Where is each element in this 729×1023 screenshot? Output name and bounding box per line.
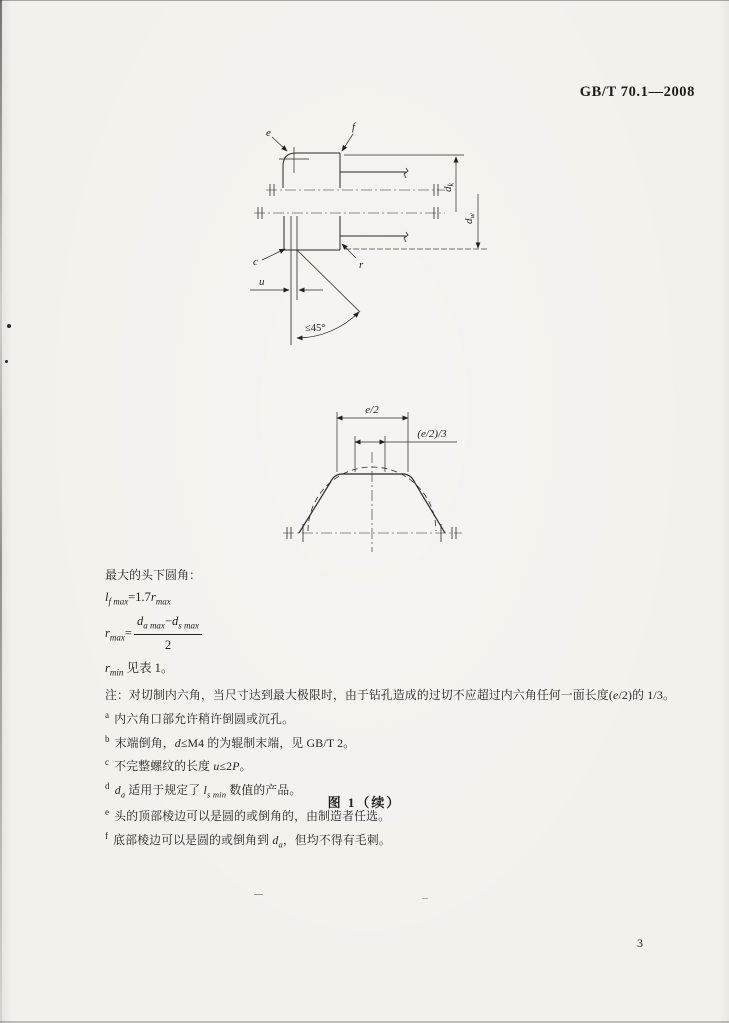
scan-edge-top xyxy=(0,0,729,1)
chamfer-45-line xyxy=(297,250,360,312)
label-dk xyxy=(442,183,456,193)
footnote-letter: b xyxy=(105,733,110,744)
figure-caption: 图 1（续） xyxy=(327,795,402,810)
footnote-text: 底部棱边可以是圆的或倒角到 $d_a$，但均不得有毛刺。 xyxy=(113,832,391,850)
formula-rmin xyxy=(105,659,650,680)
footnote-letter: d xyxy=(105,781,110,792)
note-label: 注： xyxy=(105,688,129,703)
head-top-edge xyxy=(283,153,340,166)
formula-var: r xyxy=(105,625,110,640)
footnote-text: 不完整螺纹的长度 u≤2P。 xyxy=(114,759,252,774)
footnote-text: $d_a$ 适用于规定了 $l_{s min}$ 数值的产品。 xyxy=(114,783,302,800)
footnote-text: 头的顶部棱边可以是圆的或倒角的，由制造者任选。 xyxy=(114,809,391,824)
edge-e-leader xyxy=(272,137,287,151)
formula-var: d xyxy=(136,614,144,629)
scan-speck xyxy=(7,324,11,328)
label-e23: (e/2)/3 xyxy=(417,428,447,440)
formula-var: r xyxy=(150,589,156,604)
footnote-b xyxy=(105,733,650,752)
formula-sub: a max xyxy=(143,620,165,631)
label-r: r xyxy=(359,259,364,271)
footnote-text: 末端倒角，d≤M4 的为辊制末端，见 GB/T 2。 xyxy=(114,735,356,750)
dw-sub: w xyxy=(467,213,477,219)
footnote-letter: e xyxy=(105,807,110,818)
socket-overcut-drawing xyxy=(270,395,480,560)
formula-lf xyxy=(105,588,650,609)
footnote-letter: a xyxy=(105,710,110,721)
footnote-letter: c xyxy=(105,757,110,768)
formula-sub: min xyxy=(109,667,124,678)
fillet-r-leader xyxy=(342,244,356,258)
formula-var: r xyxy=(105,660,110,675)
formula-sub: s max xyxy=(178,620,199,631)
incomplete-thread-leader xyxy=(262,249,285,260)
label-angle: ≤45° xyxy=(305,323,326,334)
footnote-text: 内六角口部允许稍许倒圆或沉孔。 xyxy=(114,711,295,726)
figure-note xyxy=(105,686,675,704)
scan-speck xyxy=(254,894,263,895)
formula-sub: max xyxy=(109,632,125,643)
dk-sub: k xyxy=(446,182,456,187)
fillet-title: 最大的头下圆角： xyxy=(105,568,202,582)
formula-var: d xyxy=(172,614,179,629)
label-c: c xyxy=(253,256,258,268)
page-number: 3 xyxy=(637,936,643,950)
footnote-c xyxy=(105,756,650,775)
label-e2: e/2 xyxy=(365,404,379,416)
formula-sub: f max xyxy=(108,596,129,607)
formula-text: 见表 1。 xyxy=(123,660,174,675)
e23-extension-lines xyxy=(355,436,385,472)
label-dw xyxy=(463,213,477,225)
label-u: u xyxy=(259,276,265,288)
formula-rmax xyxy=(105,612,650,656)
formula-op: = xyxy=(124,625,132,640)
underhead-detail-drawing xyxy=(238,116,500,356)
fraction xyxy=(134,612,202,656)
formula-var: l xyxy=(105,589,109,604)
shank-break xyxy=(404,168,408,178)
shank-break xyxy=(404,232,408,242)
scan-edge-left xyxy=(0,0,2,1023)
formula-op: =1.7 xyxy=(128,589,151,604)
edge-f-leader xyxy=(342,134,353,151)
scan-speck xyxy=(5,360,8,363)
formula-op: − xyxy=(164,614,172,629)
standard-number-header: GB/T 70.1—2008 xyxy=(579,84,695,100)
scan-speck xyxy=(422,898,428,899)
footnote-a xyxy=(105,709,650,728)
label-f: f xyxy=(352,121,356,133)
fraction-numerator xyxy=(134,612,202,635)
label-e: e xyxy=(266,127,271,139)
dk-var: d xyxy=(442,186,454,192)
formula-sub: max xyxy=(155,596,171,607)
footnote-f xyxy=(105,830,650,851)
note-text: 对切制内六角，当尺寸达到最大极限时，由于钻孔造成的过切不应超过内六角任何一面长度(e/2)的 1/3。 xyxy=(129,688,675,703)
fraction-denominator: 2 xyxy=(164,638,172,653)
footnote-letter: f xyxy=(105,830,109,841)
dw-var: d xyxy=(463,218,475,224)
